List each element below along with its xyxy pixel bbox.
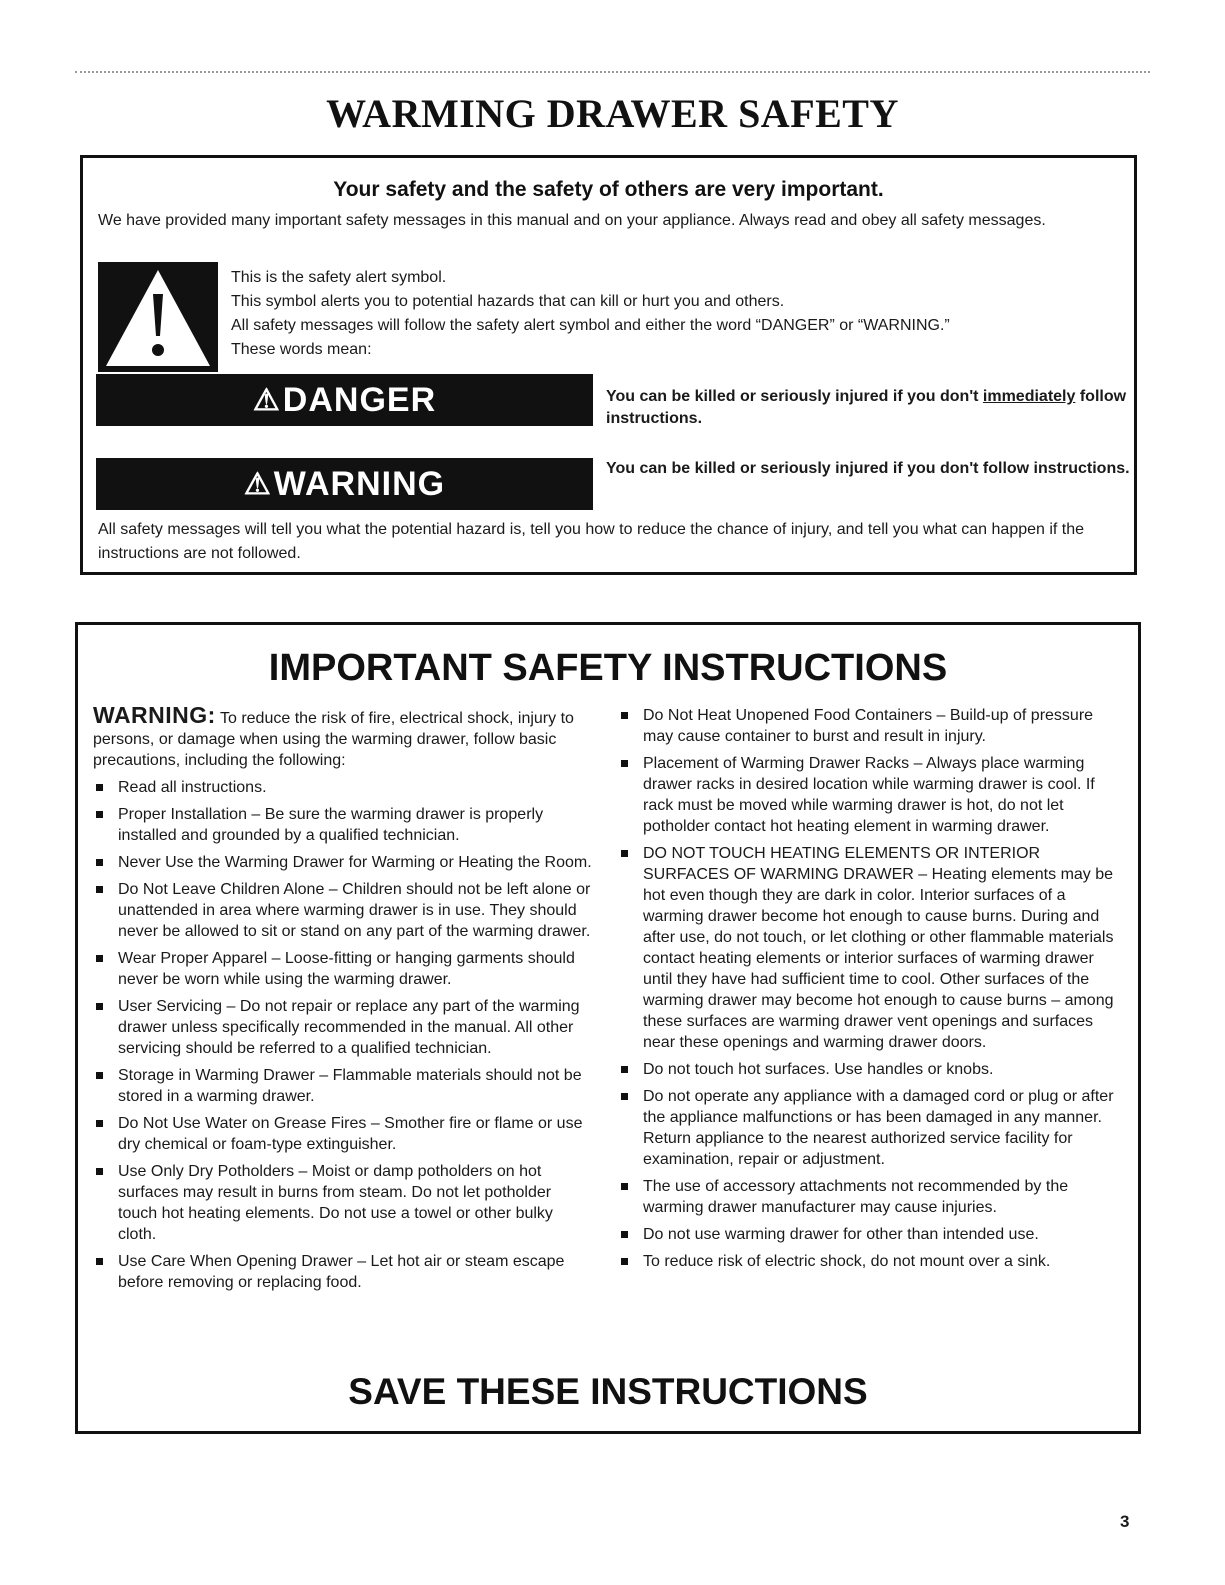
safety-alert-icon: [98, 262, 218, 372]
safety-heading: Your safety and the safety of others are very important.: [333, 178, 884, 201]
instruction-item: Placement of Warming Drawer Racks – Always place warming drawer racks in desired location while warming drawer is cool. If rack must be moved while warming drawer is hot, do not let potholder contact hot heating element in warming drawer.: [618, 753, 1123, 837]
alert-explanation: [231, 266, 1121, 362]
instruction-item: Read all instructions.: [93, 777, 593, 798]
instruction-item: Proper Installation – Be sure the warming drawer is properly installed and grounded by a qualified technician.: [93, 804, 593, 846]
danger-word: DANGER: [282, 380, 437, 419]
instruction-item: Storage in Warming Drawer – Flammable materials should not be stored in a warming drawer.: [93, 1065, 593, 1107]
instructions-right-column: [618, 705, 1123, 1278]
danger-text-part: You can be killed or seriously injured if you don't: [606, 388, 983, 405]
safety-box: [80, 155, 1137, 575]
alert-line: This is the safety alert symbol.: [231, 269, 447, 286]
danger-text-part: follow instructions.: [606, 388, 1127, 427]
instruction-item: Use Care When Opening Drawer – Let hot air or steam escape before removing or replacing food.: [93, 1251, 593, 1293]
alert-line: This symbol alerts you to potential hazards that can kill or hurt you and others.: [231, 293, 785, 310]
warning-triangle-icon: ⚠: [243, 467, 272, 501]
page-title: WARMING DRAWER SAFETY: [326, 91, 899, 136]
instruction-item: Do Not Leave Children Alone – Children should not be left alone or unattended in area where warming drawer is in use. They should never be allowed to sit or stand on any part of the warming drawer.: [93, 879, 593, 942]
instruction-item: Do not operate any appliance with a damaged cord or plug or after the appliance malfunctions or has been damaged in any manner. Return appliance to the nearest authorized service facility for examination, repair or adjustment.: [618, 1086, 1123, 1170]
instruction-item: Do not use warming drawer for other than intended use.: [618, 1224, 1123, 1245]
instructions-title: IMPORTANT SAFETY INSTRUCTIONS: [268, 647, 948, 689]
instruction-item: Never Use the Warming Drawer for Warming or Heating the Room.: [93, 852, 593, 873]
warning-label: [96, 458, 593, 510]
warning-intro-text: To reduce the risk of fire, electrical shock, injury to persons, or damage when using the warming drawer, follow basic precautions, including the following:: [93, 710, 574, 769]
save-instructions-title: SAVE THESE INSTRUCTIONS: [348, 1371, 868, 1412]
warning-word: WARNING: [273, 464, 446, 503]
warning-intro: [93, 702, 593, 771]
instructions-left-column: [93, 702, 593, 1299]
instruction-item: Do Not Use Water on Grease Fires – Smother fire or flame or use dry chemical or foam-type extinguisher.: [93, 1113, 593, 1155]
instruction-item: User Servicing – Do not repair or replace any part of the warming drawer unless specifically recommended in the manual. All other servicing should be referred to a qualified technician.: [93, 996, 593, 1059]
page-number: 3: [1120, 1512, 1130, 1531]
safety-closing: All safety messages will tell you what the potential hazard is, tell you how to reduce the chance of injury, and tell you what can happen if the instructions are not followed.: [98, 521, 1085, 562]
instructions-box: [75, 622, 1141, 1434]
warning-triangle-icon: ⚠: [252, 383, 281, 417]
danger-text-emphasis: immediately: [982, 388, 1076, 405]
instruction-item: DO NOT TOUCH HEATING ELEMENTS OR INTERIOR SURFACES OF WARMING DRAWER – Heating elements may be hot even though they are dark in color. Interior surfaces of a warming drawer become hot enough to cause burns. During and after use, do not touch, or let clothing or other flammable materials contact heating elements or interior surfaces of warming drawer until they have had sufficient time to cool. Other surfaces of the warming drawer may become hot enough to cause burns – among these surfaces are warming drawer vent openings and surfaces near these openings and warming drawer doors.: [618, 843, 1123, 1053]
instruction-item: The use of accessory attachments not recommended by the warming drawer manufacturer may cause injuries.: [618, 1176, 1123, 1218]
instruction-item: Do not touch hot surfaces. Use handles or knobs.: [618, 1059, 1123, 1080]
alert-line: All safety messages will follow the safety alert symbol and either the word “DANGER” or “WARNING.”: [231, 317, 950, 334]
top-rule: [75, 71, 1150, 73]
alert-line: These words mean:: [231, 341, 372, 358]
instruction-item: To reduce risk of electric shock, do not mount over a sink.: [618, 1251, 1123, 1272]
warning-word: WARNING:: [93, 702, 216, 728]
instruction-item: Wear Proper Apparel – Loose-fitting or hanging garments should never be worn while using the warming drawer.: [93, 948, 593, 990]
danger-label: [96, 374, 593, 426]
warning-description: You can be killed or seriously injured if you don't follow instructions.: [606, 460, 1130, 477]
danger-description: [606, 386, 1131, 430]
instruction-item: Do Not Heat Unopened Food Containers – Build-up of pressure may cause container to burst and result in injury.: [618, 705, 1123, 747]
instruction-item: Use Only Dry Potholders – Moist or damp potholders on hot surfaces may result in burns from steam. Do not let potholder touch hot heating elements. Do not use a towel or other bulky cloth.: [93, 1161, 593, 1245]
safety-intro: We have provided many important safety messages in this manual and on your appliance. Always read and obey all safety messages.: [98, 212, 1046, 229]
